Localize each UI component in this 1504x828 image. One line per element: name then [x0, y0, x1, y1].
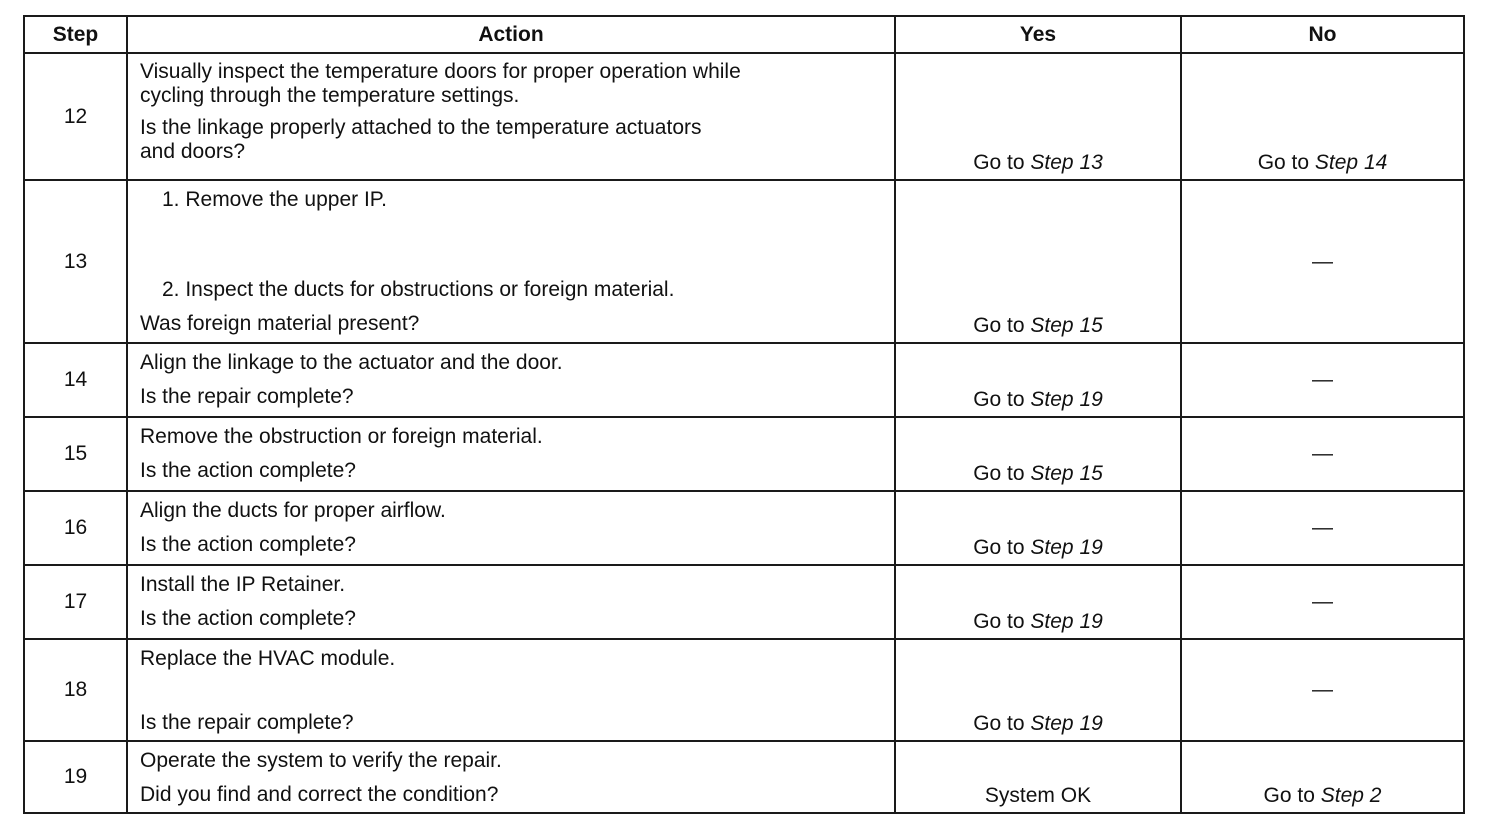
action-question: Is the repair complete? [140, 711, 354, 734]
action-text: Replace the HVAC module. [140, 647, 396, 670]
yes-cell [895, 180, 1181, 343]
no-cell: — [1181, 180, 1464, 343]
action-item: 1. Remove the upper IP. [162, 188, 387, 211]
action-question: Is the action complete? [140, 533, 356, 556]
action-question: Did you find and correct the condition? [140, 783, 499, 806]
no-step-link: Step 2 [1320, 784, 1382, 807]
action-question: Is the action complete? [140, 459, 356, 482]
yes-step-link: Step 19 [1030, 610, 1103, 633]
action-text: Install the IP Retainer. [140, 573, 346, 596]
header-yes: Yes [895, 16, 1181, 53]
no-cell [1181, 53, 1464, 180]
go-to-label: Go to [1257, 151, 1310, 174]
yes-step-link: Step 13 [1030, 151, 1103, 174]
action-cell [127, 343, 895, 417]
no-cell: — [1181, 343, 1464, 417]
action-question: Is the action complete? [140, 607, 356, 630]
diagnostic-table [23, 15, 1465, 814]
action-cell [127, 741, 895, 813]
table-row [24, 53, 1464, 180]
go-to-label: Go to [973, 610, 1025, 633]
action-text: cycling through the temperature settings. [140, 84, 520, 107]
action-question: and doors? [140, 140, 246, 163]
action-cell [127, 417, 895, 491]
header-step: Step [24, 16, 127, 53]
table-row [24, 639, 1464, 741]
step-number: 13 [24, 180, 127, 343]
no-step-link: Step 14 [1314, 151, 1388, 174]
header-action: Action [127, 16, 895, 53]
yes-step-link: Step 19 [1030, 536, 1103, 559]
action-cell [127, 565, 895, 639]
no-cell: — [1181, 565, 1464, 639]
header-row [24, 16, 1464, 53]
action-text: Operate the system to verify the repair. [140, 749, 502, 772]
step-number: 12 [24, 53, 127, 180]
yes-step-link: Step 15 [1030, 314, 1103, 337]
table-row [24, 417, 1464, 491]
action-question: Is the repair complete? [140, 385, 354, 408]
yes-cell [895, 343, 1181, 417]
yes-cell [895, 53, 1181, 180]
yes-cell [895, 491, 1181, 565]
table-row [24, 491, 1464, 565]
action-cell [127, 53, 895, 180]
yes-step-link: Step 19 [1030, 388, 1103, 411]
yes-cell [895, 639, 1181, 741]
action-question: Is the linkage properly attached to the temperature actuators [140, 116, 702, 139]
action-item: 2. Inspect the ducts for obstructions or foreign material. [162, 278, 675, 301]
go-to-label: Go to [973, 536, 1025, 559]
step-number: 17 [24, 565, 127, 639]
yes-step-link: Step 15 [1030, 462, 1103, 485]
action-cell [127, 639, 895, 741]
action-text: Align the ducts for proper airflow. [140, 499, 446, 522]
go-to-label: Go to [973, 151, 1025, 174]
action-text: Visually inspect the temperature doors for proper operation while [140, 60, 741, 83]
table-row [24, 565, 1464, 639]
no-cell: — [1181, 639, 1464, 741]
step-number: 19 [24, 741, 127, 813]
step-number: 18 [24, 639, 127, 741]
table-row [24, 343, 1464, 417]
go-to-label: Go to [973, 314, 1025, 337]
go-to-label: Go to [973, 388, 1025, 411]
no-cell [1181, 741, 1464, 813]
no-cell: — [1181, 417, 1464, 491]
action-question: Was foreign material present? [140, 312, 420, 335]
step-number: 15 [24, 417, 127, 491]
go-to-label: Go to [973, 462, 1025, 485]
yes-cell [895, 417, 1181, 491]
step-number: 16 [24, 491, 127, 565]
yes-cell: System OK [895, 741, 1181, 813]
go-to-label: Go to [1263, 784, 1315, 807]
step-number: 14 [24, 343, 127, 417]
header-no: No [1181, 16, 1464, 53]
action-text: Align the linkage to the actuator and the door. [140, 351, 563, 374]
no-cell: — [1181, 491, 1464, 565]
go-to-label: Go to [973, 712, 1025, 735]
table-row [24, 741, 1464, 813]
yes-cell [895, 565, 1181, 639]
action-text: Remove the obstruction or foreign material. [140, 425, 543, 448]
action-cell [127, 491, 895, 565]
yes-step-link: Step 19 [1030, 712, 1103, 735]
action-cell [127, 180, 895, 343]
table-row [24, 180, 1464, 343]
